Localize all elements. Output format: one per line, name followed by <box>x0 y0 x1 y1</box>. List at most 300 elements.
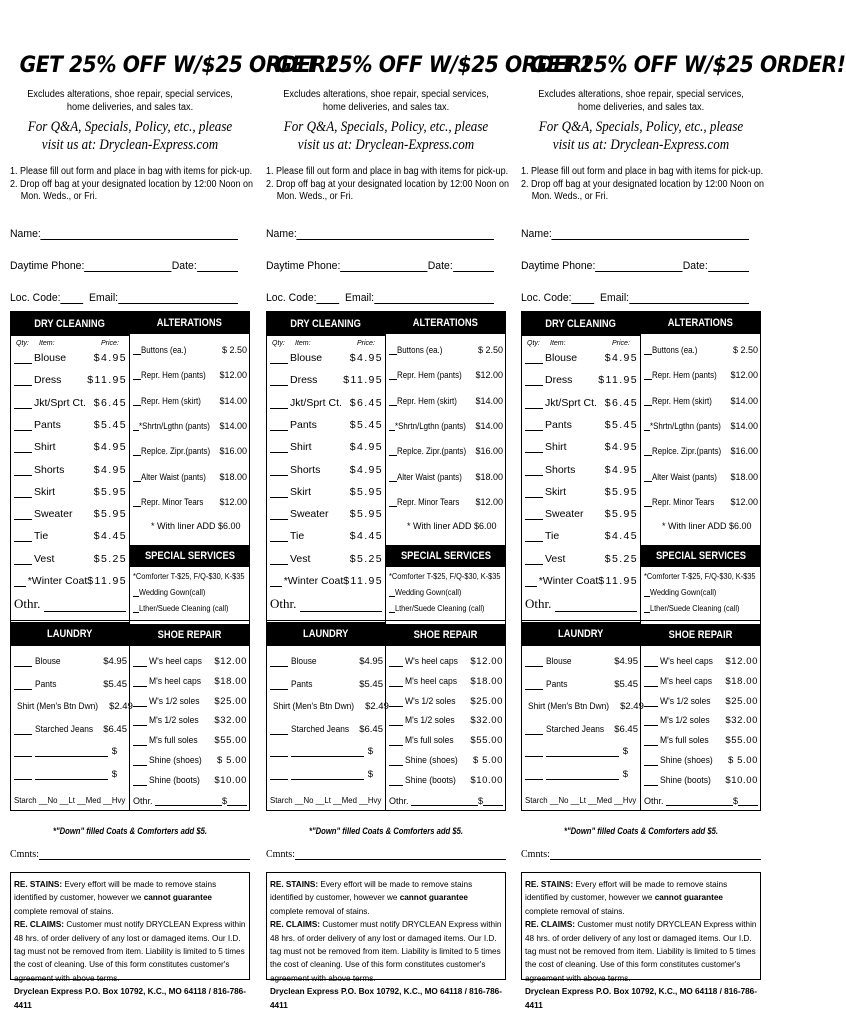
qty-line[interactable] <box>644 496 652 507</box>
loc-email-field[interactable] <box>266 272 494 304</box>
qty-line[interactable] <box>525 576 537 587</box>
date-line[interactable] <box>453 260 494 272</box>
alteration-row[interactable] <box>389 496 503 507</box>
name-field[interactable] <box>266 208 494 240</box>
laundry-row[interactable] <box>525 724 638 735</box>
special-service-row[interactable] <box>133 570 247 581</box>
dry-cleaning-other[interactable] <box>525 596 637 612</box>
qty-line[interactable] <box>389 369 397 380</box>
laundry-row[interactable] <box>14 679 127 690</box>
loc-line[interactable] <box>572 292 595 304</box>
shoe-repair-row[interactable] <box>644 676 758 687</box>
qty-line[interactable] <box>270 375 288 386</box>
item-label: Shirt <box>545 441 567 454</box>
alteration-row[interactable] <box>644 344 758 355</box>
alteration-price: $ 2.50 <box>477 345 503 355</box>
qty-line[interactable] <box>525 769 543 780</box>
qty-line[interactable] <box>644 344 652 355</box>
comments-field[interactable] <box>266 848 506 860</box>
special-services-header: SPECIAL SERVICES <box>130 545 249 567</box>
alteration-label: Repr. Hem (pants) <box>397 370 462 381</box>
laundry-row[interactable] <box>270 656 383 667</box>
dry-cleaning-row[interactable] <box>270 419 383 431</box>
qty-line[interactable] <box>525 465 543 476</box>
alteration-label: Repr. Hem (pants) <box>141 370 206 381</box>
dry-cleaning-row[interactable] <box>270 508 383 520</box>
dry-cleaning-row[interactable] <box>14 575 127 587</box>
dry-cleaning-row[interactable] <box>14 553 127 565</box>
alteration-row[interactable] <box>133 445 247 456</box>
qty-line[interactable] <box>270 576 282 587</box>
write-in-line[interactable] <box>35 746 108 757</box>
starch-options[interactable]: Starch __No __Lt __Med __Hvy <box>14 795 126 805</box>
item-label: Dress <box>34 374 62 387</box>
dry-cleaning-row[interactable] <box>270 486 383 498</box>
shoe-other-price-line[interactable] <box>738 795 758 806</box>
shoe-other-label: Othr. <box>133 796 153 806</box>
claims-policy <box>14 918 246 985</box>
qty-line[interactable] <box>389 344 397 355</box>
qty-line[interactable] <box>525 375 543 386</box>
qty-line[interactable] <box>14 487 32 498</box>
qty-line[interactable] <box>644 676 658 687</box>
shoe-other-price-line[interactable] <box>483 795 503 806</box>
qty-line[interactable] <box>133 696 147 707</box>
laundry-row[interactable] <box>270 769 383 780</box>
shoe-repair-row[interactable] <box>644 656 758 667</box>
qty-line[interactable] <box>270 353 288 364</box>
alteration-price: $14.00 <box>475 395 503 406</box>
shoe-label: W's heel caps <box>660 656 713 667</box>
alteration-row[interactable] <box>644 445 758 456</box>
qty-line[interactable] <box>644 656 658 667</box>
alteration-row[interactable] <box>389 420 503 431</box>
qty-line[interactable] <box>14 465 32 476</box>
comments-field[interactable] <box>521 848 761 860</box>
qty-line[interactable] <box>133 755 147 766</box>
shoe-repair-row[interactable] <box>389 755 503 766</box>
qty-line[interactable] <box>14 724 32 735</box>
qty-line[interactable] <box>525 509 543 520</box>
special-service-row[interactable] <box>133 586 247 597</box>
shoe-repair-row[interactable] <box>389 735 503 746</box>
qty-line[interactable] <box>14 679 32 690</box>
other-line[interactable] <box>555 601 637 612</box>
laundry-row[interactable] <box>525 701 644 712</box>
phone-line[interactable] <box>84 260 171 272</box>
qty-line[interactable] <box>133 715 147 726</box>
shoe-price: $12.00 <box>214 656 247 667</box>
date-line[interactable] <box>197 260 238 272</box>
item-label: Vest <box>545 552 566 565</box>
alteration-row[interactable] <box>133 420 247 431</box>
qty-line[interactable] <box>14 442 32 453</box>
laundry-label: Shirt (Men's Btn Dwn) <box>273 701 355 712</box>
alteration-row[interactable] <box>644 496 758 507</box>
dry-cleaning-row[interactable] <box>270 553 383 565</box>
alteration-price: $18.00 <box>730 471 758 482</box>
promo-line-2: visit us at: Dryclean-Express.com <box>552 137 730 153</box>
qty-line[interactable] <box>525 746 543 757</box>
qty-line[interactable] <box>14 398 32 409</box>
dry-cleaning-row[interactable] <box>525 397 638 409</box>
qty-line[interactable] <box>389 656 403 667</box>
qty-line[interactable] <box>133 496 141 507</box>
write-in-line[interactable] <box>546 746 619 757</box>
alteration-price: $14.00 <box>475 420 503 431</box>
item-price: $4.95 <box>93 463 127 476</box>
write-in-line[interactable] <box>546 769 619 780</box>
dry-cleaning-row[interactable] <box>14 374 127 386</box>
laundry-row[interactable] <box>270 679 383 690</box>
alteration-row[interactable] <box>644 420 758 431</box>
alteration-row[interactable] <box>133 496 247 507</box>
alteration-row[interactable] <box>389 344 503 355</box>
special-service-row[interactable] <box>644 602 758 613</box>
shoe-label: Shine (boots) <box>149 774 200 786</box>
stains-bold: cannot guarantee <box>399 893 468 903</box>
dry-cleaning-other[interactable] <box>14 596 126 612</box>
laundry-header: LAUNDRY <box>267 622 385 646</box>
laundry-row[interactable] <box>525 769 638 780</box>
alteration-price: $14.00 <box>730 420 758 431</box>
item-price: $5.95 <box>604 485 638 498</box>
name-line[interactable] <box>41 228 238 240</box>
dry-cleaning-row[interactable] <box>270 441 383 453</box>
alteration-row[interactable] <box>644 471 758 482</box>
qty-line[interactable] <box>525 679 543 690</box>
phone-line[interactable] <box>595 260 682 272</box>
shoe-label: M's heel caps <box>149 675 202 687</box>
alteration-row[interactable] <box>133 369 247 380</box>
shoe-repair-row[interactable] <box>644 715 758 726</box>
dry-cleaning-row[interactable] <box>525 508 638 520</box>
qty-line[interactable] <box>14 746 32 757</box>
dry-cleaning-row[interactable] <box>270 530 383 542</box>
qty-line[interactable] <box>644 715 658 726</box>
item-price: $4.45 <box>93 530 127 543</box>
instruction-step-2: 2. Drop off bag at your designated location by 12:00 Noon on <box>266 178 510 190</box>
shoe-repair-row[interactable] <box>644 735 758 746</box>
dry-cleaning-row[interactable] <box>525 575 638 587</box>
comments-line[interactable] <box>39 848 250 860</box>
laundry-price: $5.45 <box>359 678 383 690</box>
shoe-repair-row[interactable] <box>133 755 247 766</box>
alteration-row[interactable] <box>389 369 503 380</box>
shoe-other[interactable] <box>644 795 758 806</box>
qty-line[interactable] <box>133 395 141 406</box>
qty-line[interactable] <box>270 724 288 735</box>
dry-cleaning-row[interactable] <box>525 352 638 364</box>
qty-line[interactable] <box>133 656 147 667</box>
qty-line[interactable] <box>270 465 288 476</box>
promo-text <box>278 118 494 160</box>
qty-line[interactable] <box>644 735 658 746</box>
special-service-row[interactable] <box>389 602 503 613</box>
write-in-line[interactable] <box>35 769 108 780</box>
shoe-repair-row[interactable] <box>644 696 758 707</box>
dry-cleaning-row[interactable] <box>525 553 638 565</box>
qty-line[interactable] <box>389 496 397 507</box>
alteration-row[interactable] <box>133 471 247 482</box>
write-in-line[interactable] <box>291 746 364 757</box>
other-line[interactable] <box>300 601 382 612</box>
date-line[interactable] <box>708 260 749 272</box>
dry-cleaning-row[interactable] <box>14 441 127 453</box>
qty-line[interactable] <box>14 509 32 520</box>
qty-line[interactable] <box>389 471 397 482</box>
dry-cleaning-row[interactable] <box>270 464 383 476</box>
loc-line[interactable] <box>61 292 84 304</box>
alteration-row[interactable] <box>389 471 503 482</box>
item-label: Blouse <box>545 352 578 364</box>
name-line[interactable] <box>297 228 494 240</box>
qty-line[interactable] <box>270 769 288 780</box>
alteration-row[interactable] <box>133 395 247 406</box>
phone-date-field[interactable] <box>521 240 749 272</box>
stains-text-2: complete removal of stains. <box>14 906 114 916</box>
dry-cleaning-row[interactable] <box>525 530 638 542</box>
dry-cleaning-row[interactable] <box>525 464 638 476</box>
qty-line[interactable] <box>525 531 543 542</box>
qty-line[interactable] <box>133 445 141 456</box>
qty-line[interactable] <box>525 724 543 735</box>
item-price: $11.95 <box>87 575 127 587</box>
qty-line[interactable] <box>270 531 288 542</box>
shoe-repair-row[interactable] <box>389 696 503 707</box>
laundry-row[interactable] <box>525 656 638 667</box>
shoe-repair-row[interactable] <box>389 676 503 687</box>
qty-line[interactable] <box>525 487 543 498</box>
dry-cleaning-row[interactable] <box>270 575 383 587</box>
qty-line[interactable] <box>133 735 147 746</box>
laundry-row[interactable] <box>14 746 127 757</box>
qty-line[interactable] <box>14 353 32 364</box>
qty-line[interactable] <box>644 755 658 766</box>
qty-line[interactable] <box>270 398 288 409</box>
laundry-price: $2.49 <box>620 701 644 712</box>
qty-line[interactable] <box>525 442 543 453</box>
qty-line[interactable] <box>644 696 658 707</box>
special-service-row[interactable] <box>644 586 758 597</box>
shoe-other-line[interactable] <box>155 795 222 806</box>
phone-date-field[interactable] <box>10 240 238 272</box>
laundry-row[interactable] <box>14 724 127 735</box>
shoe-repair-row[interactable] <box>133 676 247 687</box>
qty-line[interactable] <box>270 420 288 431</box>
dry-cleaning-row[interactable] <box>525 419 638 431</box>
laundry-row[interactable] <box>525 746 638 757</box>
qty-line[interactable] <box>525 420 543 431</box>
instructions <box>266 160 510 208</box>
other-line[interactable] <box>44 601 126 612</box>
qty-line[interactable] <box>525 353 543 364</box>
shoe-label: W's 1/2 soles <box>660 695 711 707</box>
laundry-row[interactable] <box>270 701 389 712</box>
alteration-row[interactable] <box>644 395 758 406</box>
laundry-header: LAUNDRY <box>522 622 640 646</box>
email-line[interactable] <box>629 292 749 304</box>
dry-cleaning-row[interactable] <box>525 486 638 498</box>
qty-line[interactable] <box>389 775 403 786</box>
dry-cleaning-row[interactable] <box>14 530 127 542</box>
shoe-repair-row[interactable] <box>133 775 247 786</box>
qty-line[interactable] <box>270 442 288 453</box>
item-price: $4.95 <box>93 441 127 454</box>
shoe-price: $12.00 <box>470 656 503 667</box>
dry-cleaning-row[interactable] <box>270 352 383 364</box>
qty-line[interactable] <box>389 755 403 766</box>
laundry-row[interactable] <box>525 679 638 690</box>
dry-cleaning-row[interactable] <box>270 397 383 409</box>
laundry-price: $5.45 <box>103 678 127 690</box>
comments-field[interactable] <box>10 848 250 860</box>
qty-line[interactable] <box>644 395 652 406</box>
special-service-row[interactable] <box>389 570 503 581</box>
shoe-other[interactable] <box>133 795 247 806</box>
qty-line[interactable] <box>270 679 288 690</box>
dry-cleaning-row[interactable] <box>14 419 127 431</box>
shoe-other-price-line[interactable] <box>227 795 247 806</box>
special-service-row[interactable] <box>389 586 503 597</box>
qty-line[interactable] <box>270 746 288 757</box>
stains-label: RE. STAINS: <box>14 880 63 889</box>
item-label: Shorts <box>290 463 321 476</box>
qty-line[interactable] <box>525 398 543 409</box>
qty-line[interactable] <box>14 656 32 667</box>
dry-cleaning-row[interactable] <box>525 374 638 386</box>
special-services-header: SPECIAL SERVICES <box>386 545 505 567</box>
qty-line[interactable] <box>525 656 543 667</box>
loc-email-field[interactable] <box>10 272 238 304</box>
name-field[interactable] <box>10 208 238 240</box>
shoe-other[interactable] <box>389 795 503 806</box>
comments-label: Cmnts: <box>10 849 39 860</box>
qty-line[interactable] <box>133 369 141 380</box>
shoe-repair-row[interactable] <box>644 755 758 766</box>
qty-line[interactable] <box>14 375 32 386</box>
shoe-price: $25.00 <box>214 695 247 707</box>
qty-line[interactable] <box>525 554 543 565</box>
shoe-repair-row[interactable] <box>133 696 247 707</box>
qty-line[interactable] <box>14 769 32 780</box>
qty-line[interactable] <box>644 369 652 380</box>
name-field[interactable] <box>521 208 749 240</box>
item-label: Pants <box>545 418 572 431</box>
starch-options[interactable]: Starch __No __Lt __Med __Hvy <box>525 795 637 805</box>
qty-line[interactable] <box>389 735 403 746</box>
qty-line[interactable] <box>270 554 288 565</box>
alteration-row[interactable] <box>133 344 247 355</box>
dry-cleaning-row[interactable] <box>14 397 127 409</box>
dry-cleaning-other[interactable] <box>270 596 382 612</box>
dry-cleaning-row[interactable] <box>14 352 127 364</box>
qty-line[interactable] <box>133 471 141 482</box>
dry-cleaning-row[interactable] <box>270 374 383 386</box>
alteration-row[interactable] <box>644 369 758 380</box>
laundry-price: $6.45 <box>614 723 638 735</box>
alteration-row[interactable] <box>389 395 503 406</box>
shoe-repair-row[interactable] <box>389 656 503 667</box>
shoe-repair-row[interactable] <box>133 715 247 726</box>
alteration-label: Alter Waist (pants) <box>141 471 206 482</box>
special-service-row[interactable] <box>133 602 247 613</box>
qty-line[interactable] <box>389 395 397 406</box>
shoe-other-line[interactable] <box>666 795 733 806</box>
alteration-price: $16.00 <box>475 446 503 457</box>
email-line[interactable] <box>374 292 494 304</box>
dry-cleaning-row[interactable] <box>14 486 127 498</box>
name-line[interactable] <box>552 228 749 240</box>
instruction-step-2: 2. Drop off bag at your designated location by 12:00 Noon on <box>10 178 254 190</box>
qty-line[interactable] <box>14 576 26 587</box>
shoe-repair-row[interactable] <box>133 735 247 746</box>
qty-line[interactable] <box>644 775 658 786</box>
qty-line[interactable] <box>14 420 32 431</box>
comments-line[interactable] <box>295 848 506 860</box>
loc-line[interactable] <box>317 292 340 304</box>
qty-line[interactable] <box>389 715 403 726</box>
comments-line[interactable] <box>550 848 761 860</box>
qty-line[interactable] <box>133 344 141 355</box>
qty-line[interactable] <box>14 531 32 542</box>
dry-cleaning-row[interactable] <box>14 464 127 476</box>
special-service-row[interactable] <box>644 570 758 581</box>
shoe-repair-row[interactable] <box>389 715 503 726</box>
qty-line[interactable] <box>389 696 403 707</box>
qty-line[interactable] <box>270 509 288 520</box>
write-in-line[interactable] <box>291 769 364 780</box>
shoe-label: Shine (shoes) <box>660 755 713 766</box>
starch-options[interactable]: Starch __No __Lt __Med __Hvy <box>270 795 382 805</box>
shoe-price: $18.00 <box>214 675 247 687</box>
item-col-header: Item: <box>295 340 311 347</box>
alteration-price: $14.00 <box>219 420 247 431</box>
alteration-price: $12.00 <box>730 496 758 507</box>
item-price: $5.25 <box>93 552 127 565</box>
qty-line[interactable] <box>133 775 147 786</box>
laundry-label: Starched Jeans <box>35 723 94 735</box>
qty-line[interactable] <box>389 445 397 456</box>
laundry-row[interactable] <box>14 701 133 712</box>
laundry-row[interactable] <box>270 746 383 757</box>
laundry-price: $ <box>111 768 117 780</box>
qty-line[interactable] <box>270 656 288 667</box>
qty-line[interactable] <box>14 554 32 565</box>
qty-line[interactable] <box>389 676 403 687</box>
laundry-row[interactable] <box>270 724 383 735</box>
shoe-other-line[interactable] <box>411 795 478 806</box>
qty-line[interactable] <box>644 471 652 482</box>
shoe-repair-row[interactable] <box>133 656 247 667</box>
laundry-row[interactable] <box>14 769 127 780</box>
shoe-repair-row[interactable] <box>644 775 758 786</box>
loc-email-field[interactable] <box>521 272 749 304</box>
qty-line[interactable] <box>133 676 147 687</box>
liner-note: * With liner ADD $6.00 <box>151 521 241 531</box>
qty-line[interactable] <box>644 445 652 456</box>
item-price: $4.45 <box>349 530 383 543</box>
shoe-repair-row[interactable] <box>389 775 503 786</box>
alteration-row[interactable] <box>389 445 503 456</box>
dry-cleaning-row[interactable] <box>14 508 127 520</box>
email-line[interactable] <box>118 292 238 304</box>
qty-line[interactable] <box>270 487 288 498</box>
phone-line[interactable] <box>340 260 427 272</box>
dry-cleaning-row[interactable] <box>525 441 638 453</box>
phone-date-field[interactable] <box>266 240 494 272</box>
laundry-row[interactable] <box>14 656 127 667</box>
